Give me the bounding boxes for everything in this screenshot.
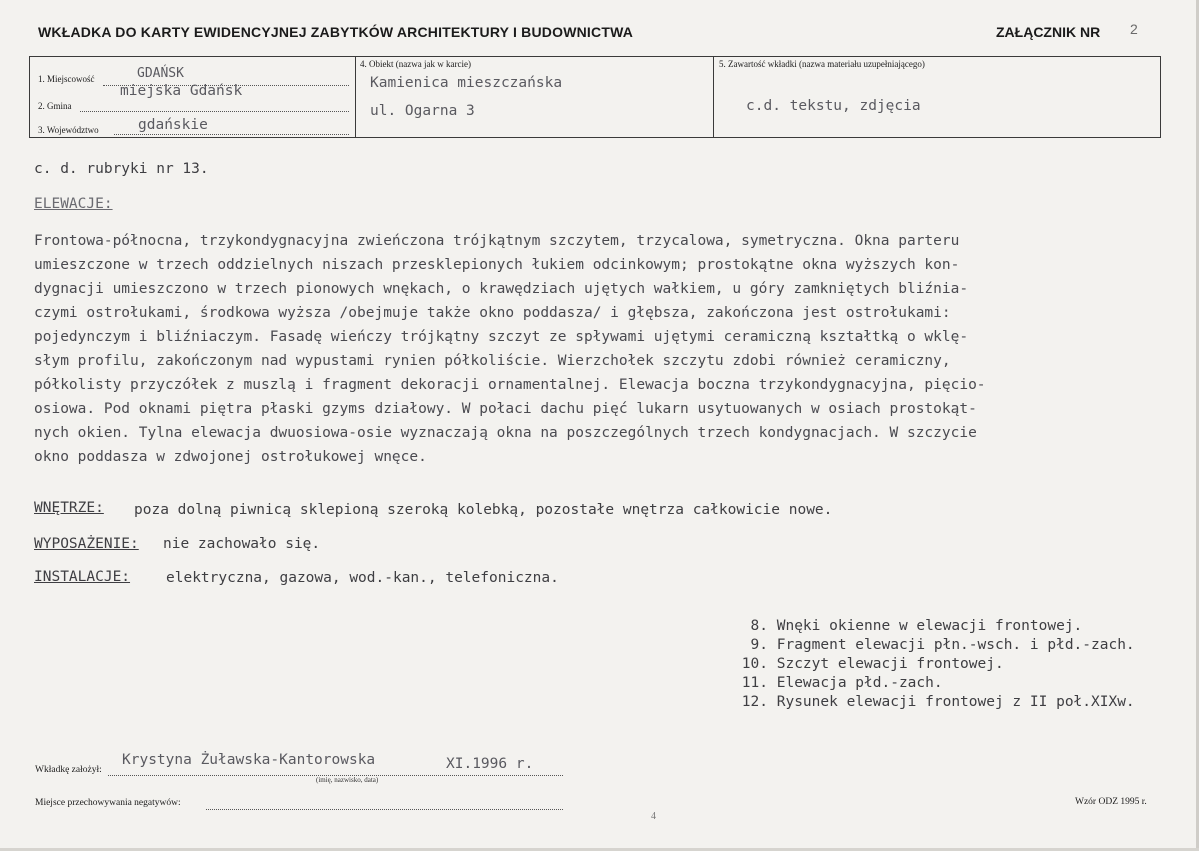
- installations-text: elektryczna, gazowa, wod.-kan., telefoniczna.: [166, 570, 559, 586]
- text-line: pojedynczym i bliźniaczym. Fasadę wieńczy trójkątny szczyt ze spływami ujętymi ceramiczną kształtką o wklę-: [34, 329, 969, 345]
- object-address: ul. Ogarna 3: [370, 103, 475, 119]
- box-divider: [355, 57, 356, 137]
- created-hint: (imię, nazwisko, data): [316, 776, 379, 784]
- text-line: okno poddasza w zdwojonej ostrołukowej wnęce.: [34, 449, 427, 465]
- photo-caption: Wnęki okienne w elewacji frontowej.: [776, 618, 1083, 634]
- box-divider: [713, 57, 714, 137]
- gmina-line: [80, 111, 349, 112]
- template-label: Wzór ODZ 1995 r.: [1075, 797, 1147, 807]
- text-line: półkolisty przyczółek z muszlą i fragment dekoracji ornamentalnej. Elewacja boczna trzykondygnacyjna, pięcio-: [34, 377, 986, 393]
- text-line: czymi ostrołukami, środkowa wyższa /obejmuje także okno poddasza/ i głębsza, zakończona jest ostrołukami:: [34, 305, 951, 321]
- photo-caption: Fragment elewacji płn.-wsch. i płd.-zach.: [776, 637, 1135, 653]
- created-date: XI.1996 r.: [446, 756, 534, 772]
- interior-heading: WNĘTRZE:: [34, 500, 104, 516]
- photo-list: [730, 617, 1135, 712]
- created-label: Wkładkę założył:: [35, 765, 102, 775]
- miejscowosc-value: GDAŃSK: [137, 66, 184, 81]
- negatives-line: [206, 809, 563, 810]
- form-title: WKŁADKA DO KARTY EWIDENCYJNEJ ZABYTKÓW ARCHITEKTURY I BUDOWNICTWA: [38, 24, 634, 40]
- photo-caption: Rysunek elewacji frontowej z II poł.XIXw.: [776, 694, 1135, 710]
- text-line: osiowa. Pod oknami piętra płaski gzyms działowy. W połaci dachu pięć lukarn usytuowanych w osiach prostokąt-: [34, 401, 977, 417]
- equipment-text: nie zachowało się.: [163, 536, 321, 552]
- created-by: Krystyna Żuławska-Kantorowska: [122, 752, 376, 768]
- object-label: 4. Obiekt (nazwa jak w karcie): [360, 59, 471, 69]
- photo-number: 11.: [741, 675, 768, 691]
- photo-item: [730, 655, 1135, 674]
- continuation-note: c. d. rubryki nr 13.: [34, 161, 209, 177]
- wojewodztwo-value: gdańskie: [138, 117, 208, 133]
- installations-heading: INSTALACJE:: [34, 569, 131, 585]
- wojewodztwo-line: [114, 134, 349, 135]
- photo-item: [730, 617, 1135, 636]
- photo-number: 8.: [750, 618, 768, 634]
- miejscowosc-label: 1. Miejscowość: [38, 74, 95, 84]
- interior-text: poza dolną piwnicą sklepioną szeroką kolebką, pozostałe wnętrza całkowicie nowe.: [134, 502, 833, 518]
- text-line: nych okien. Tylna elewacja dwuosiowa-osie wyznaczają okna na poszczególnych trzech kondygnacjach. W szczycie: [34, 425, 977, 441]
- wojewodztwo-label: 3. Województwo: [38, 125, 99, 135]
- object-name: Kamienica mieszczańska: [370, 75, 563, 91]
- gmina-value: miejska Gdańsk: [120, 83, 243, 99]
- negatives-label: Miejsce przechowywania negatywów:: [35, 798, 181, 808]
- text-line: dygnacji umieszczono w trzech pionowych wnękach, o krawędziach ujętych wałkiem, u góry zamkniętych bliźnia-: [34, 281, 969, 297]
- attachment-label: ZAŁĄCZNIK NR: [996, 24, 1101, 40]
- text-line: umieszczone w trzech oddzielnych niszach przesklepionych łukiem odcinkowym; prostokątne okna wyższych kon-: [34, 257, 960, 273]
- photo-number: 10.: [741, 656, 768, 672]
- photo-item: [730, 636, 1135, 655]
- contents-label: 5. Zawartość wkładki (nazwa materiału uzupełniającego): [719, 59, 925, 69]
- contents-value: c.d. tekstu, zdjęcia: [746, 98, 921, 114]
- photo-item: [730, 674, 1135, 693]
- text-line: Frontowa-północna, trzykondygnacyjna zwieńczona trójkątnym szczytem, trzycalowa, symetryczna. Okna parteru: [34, 233, 960, 249]
- photo-item: [730, 693, 1135, 712]
- photo-number: 12.: [741, 694, 768, 710]
- elevations-heading: ELEWACJE:: [34, 196, 113, 212]
- photo-number: 9.: [750, 637, 768, 653]
- page-mark: 4: [651, 811, 656, 822]
- elevations-paragraph: [34, 229, 1144, 469]
- attachment-number: 2: [1130, 21, 1138, 37]
- text-line: słym profilu, zakończonym nad wypustami rynien półkoliście. Wierzchołek szczytu zdobi również ceramiczny,: [34, 353, 951, 369]
- photo-caption: Szczyt elewacji frontowej.: [776, 656, 1004, 672]
- photo-caption: Elewacja płd.-zach.: [776, 675, 943, 691]
- gmina-label: 2. Gmina: [38, 101, 72, 111]
- equipment-heading: WYPOSAŻENIE:: [34, 536, 139, 552]
